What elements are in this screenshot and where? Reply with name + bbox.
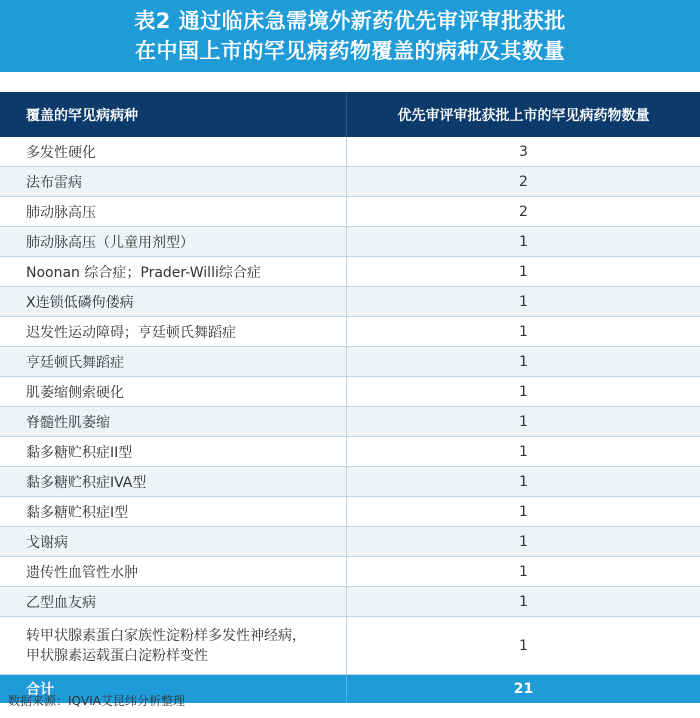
header-count: 优先审评审批获批上市的罕见病药物数量 <box>397 107 650 124</box>
table-row <box>0 467 700 497</box>
table-row <box>0 347 700 377</box>
total-label: 合计 <box>0 675 347 703</box>
count-cell: 1 <box>519 443 528 460</box>
disease-cell: X连锁低磷佝偻病 <box>0 287 347 316</box>
table-row <box>0 617 700 675</box>
table-row <box>0 377 700 407</box>
count-cell: 1 <box>519 233 528 250</box>
table-row <box>0 527 700 557</box>
count-cell: 1 <box>519 503 528 520</box>
disease-cell <box>0 617 347 674</box>
disease-cell: 戈谢病 <box>0 527 347 556</box>
table-row <box>0 227 700 257</box>
table-row <box>0 167 700 197</box>
disease-cell: 乙型血友病 <box>0 587 347 616</box>
count-cell: 1 <box>519 323 528 340</box>
count-cell: 1 <box>519 263 528 280</box>
spacer <box>0 72 700 92</box>
count-cell: 1 <box>519 563 528 580</box>
count-cell: 1 <box>519 383 528 400</box>
disease-cell: 肌萎缩侧索硬化 <box>0 377 347 406</box>
title-band <box>0 0 700 72</box>
count-cell: 1 <box>519 473 528 490</box>
total-count: 21 <box>513 681 534 697</box>
disease-cell: 黏多糖贮积症I型 <box>0 497 347 526</box>
count-cell: 1 <box>519 353 528 370</box>
count-cell: 1 <box>519 533 528 550</box>
source-note: 数据来源：IQVIA艾昆纬分析整理 <box>8 694 185 708</box>
count-cell: 1 <box>519 593 528 610</box>
table-row <box>0 317 700 347</box>
table-title-line-1: 表2 通过临床急需境外新药优先审评审批获批 <box>134 9 566 33</box>
disease-cell: 迟发性运动障碍；亨廷顿氏舞蹈症 <box>0 317 347 346</box>
disease-cell-line-2: 甲状腺素运载蛋白淀粉样变性 <box>26 647 208 664</box>
table-row <box>0 557 700 587</box>
disease-cell: 脊髓性肌萎缩 <box>0 407 347 436</box>
count-cell: 1 <box>519 637 528 654</box>
disease-cell: 多发性硬化 <box>0 137 347 166</box>
table-header-row <box>0 92 700 137</box>
table-row <box>0 287 700 317</box>
count-cell: 2 <box>519 173 528 190</box>
count-cell: 1 <box>519 293 528 310</box>
disease-cell: 肺动脉高压（儿童用剂型） <box>0 227 347 256</box>
disease-cell: 法布雷病 <box>0 167 347 196</box>
count-cell: 2 <box>519 203 528 220</box>
table-row <box>0 587 700 617</box>
disease-cell: 肺动脉高压 <box>0 197 347 226</box>
disease-cell: 亨廷顿氏舞蹈症 <box>0 347 347 376</box>
disease-cell: 黏多糖贮积症II型 <box>0 437 347 466</box>
table-row <box>0 407 700 437</box>
header-disease: 覆盖的罕见病病种 <box>0 92 347 137</box>
table-row <box>0 437 700 467</box>
count-cell: 1 <box>519 413 528 430</box>
table-row <box>0 257 700 287</box>
count-cell: 3 <box>519 143 528 160</box>
table-title-line-2: 在中国上市的罕见病药物覆盖的病种及其数量 <box>135 39 565 63</box>
table-row <box>0 497 700 527</box>
disease-cell: 遗传性血管性水肿 <box>0 557 347 586</box>
disease-cell-line-1: 转甲状腺素蛋白家族性淀粉样多发性神经病， <box>26 627 306 644</box>
table-row <box>0 197 700 227</box>
disease-cell: 黏多糖贮积症IVA型 <box>0 467 347 496</box>
table-row <box>0 137 700 167</box>
disease-table <box>0 92 700 703</box>
disease-cell: Noonan 综合症；Prader-Willi综合症 <box>0 257 347 286</box>
